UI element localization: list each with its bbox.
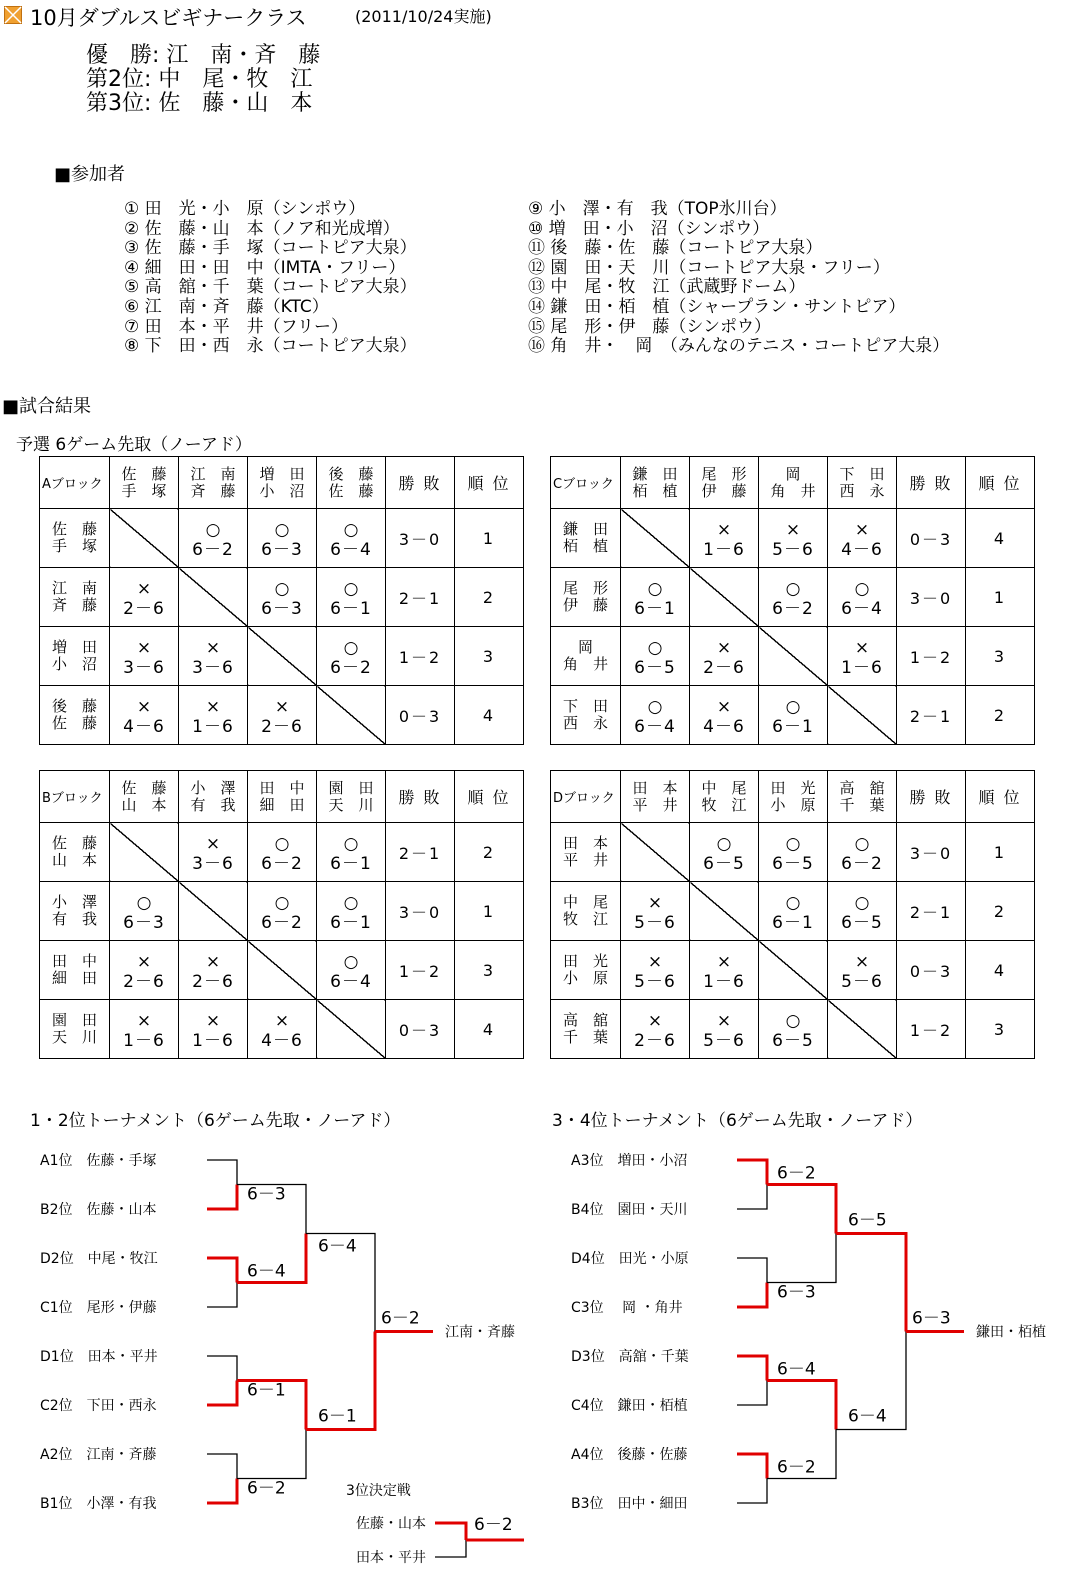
result-score: 6－5 [703,854,745,874]
third-place-title: 3位決定戦 [346,1483,411,1499]
team-player: 牧 江 [701,795,747,814]
team-player: 江 南 [190,464,236,483]
result-score: 6－4 [634,717,676,737]
bracket-line [737,1381,767,1406]
team-player: 田 光 [770,778,816,797]
bracket-entry: D2位 中尾・牧江 [40,1251,158,1267]
round1-score: 6－3 [777,1282,816,1303]
win-loss: 2－1 [386,568,455,627]
team-player: 牧 江 [562,910,608,928]
round2-score: 6－1 [318,1406,357,1427]
rank: 4 [455,1000,524,1059]
winner-rank: 第2位: [86,67,152,92]
result-score: 1－6 [192,1031,234,1051]
result-score: 3－6 [192,658,234,678]
result-score: 5－6 [841,972,883,992]
result-symbol: × [205,697,221,717]
result-score: 3－6 [192,854,234,874]
result-score: 6－5 [772,854,814,874]
team-player: 有 我 [51,910,97,928]
win-loss: 0－3 [386,686,455,745]
result-score: 6－2 [261,913,303,933]
participant-entry: ⑤ 高 舘・千 葉（コートピア大泉） [124,277,417,298]
result-symbol: × [136,697,152,717]
bracket-entry: B4位 園田・天川 [571,1202,688,1218]
result-score: 6－2 [261,854,303,874]
tournament34-title: 3・4位トーナメント（6ゲーム先取・ノーアド） [552,1111,923,1131]
team-player: 後 藤 [328,464,374,483]
bracket-entry: A2位 江南・斉藤 [40,1447,157,1463]
participant-entry: ⑯ 角 井・ 岡 （みんなのテニス・コートピア大泉） [528,336,950,357]
bracket-entry: B3位 田中・細田 [571,1496,688,1512]
participant-entry: ⑬ 中 尾・牧 江（武蔵野ドーム） [528,277,806,298]
win-loss: 0－3 [386,1000,455,1059]
result-symbol: × [136,952,152,972]
result-score: 6－1 [772,717,814,737]
round1-score: 6－4 [247,1261,286,1282]
participant-entry: ⑩ 増 田・小 沼（シンポウ） [528,218,770,239]
win-loss: 2－1 [386,823,455,882]
bracket-line [435,1540,466,1557]
rank: 4 [966,509,1035,568]
bracket-entry: C1位 尾形・伊藤 [40,1300,157,1316]
winner-name: 佐 藤・山 本 [158,91,313,116]
bracket-entry: B2位 佐藤・山本 [40,1202,157,1218]
result-symbol: × [647,1011,663,1031]
rank: 3 [966,627,1035,686]
winner-path [737,1356,767,1381]
win-loss: 2－1 [897,882,966,941]
team-player: 山 本 [121,795,167,814]
bracket-line [207,1160,237,1185]
block-label: Cブロック [551,457,621,509]
result-score: 6－2 [841,854,883,874]
participant-entry: ⑪ 後 藤・佐 藤（コートピア大泉） [528,238,823,259]
result-symbol: × [205,834,221,854]
team-player: 細 田 [259,795,305,814]
third-place-team: 田本・平井 [356,1550,426,1566]
bracket-entry: C2位 下田・西永 [40,1398,157,1414]
result-symbol: × [274,1011,290,1031]
participant-entry: ② 佐 藤・山 本（ノア和光成増） [124,218,400,239]
team-player: 千 葉 [562,1028,608,1046]
team-player: 小 沼 [51,655,97,673]
team-player: 伊 藤 [562,596,608,614]
team-player: 園 田 [51,1011,97,1029]
block-label: Dブロック [551,771,621,823]
bracket-entry: B1位 小澤・有我 [40,1496,157,1512]
team-player: 岡 [785,464,801,483]
result-symbol: ○ [205,520,221,540]
team-player: 小 澤 [51,893,97,911]
result-symbol: ○ [785,893,801,913]
winner-path [767,1185,836,1234]
result-symbol: ○ [854,579,870,599]
result-symbol: × [854,952,870,972]
team-player: 天 川 [328,795,374,814]
team-player: 天 川 [51,1028,97,1046]
results-heading: ■試合結果 [2,396,92,417]
result-symbol: × [205,1011,221,1031]
result-score: 1－6 [192,717,234,737]
team-player: 佐 藤 [121,464,167,483]
result-score: 2－6 [261,717,303,737]
team-player: 増 田 [259,464,305,483]
round2-score: 6－4 [848,1406,887,1427]
winner-path [737,1283,767,1308]
team-player: 小 沼 [259,481,305,500]
team-player: 下 田 [562,697,608,715]
rank: 2 [966,882,1035,941]
result-score: 6－3 [261,599,303,619]
rank: 2 [455,823,524,882]
winner-path [767,1381,836,1430]
rank: 3 [455,627,524,686]
participant-entry: ⑥ 江 南・斉 藤（KTC） [124,296,329,317]
round1-score: 6－2 [777,1163,816,1184]
participant-entry: ① 田 光・小 原（シンポウ） [124,199,366,219]
result-score: 6－4 [330,972,372,992]
rank-header: 順 位 [966,771,1035,823]
rank: 4 [966,941,1035,1000]
team-player: 角 井 [770,481,816,500]
team-player: 尾 形 [701,464,747,483]
result-symbol: ○ [785,1011,801,1031]
team-player: 有 我 [190,795,236,814]
bracket-line [207,1283,237,1308]
result-score: 6－1 [330,854,372,874]
bracket-entry: D1位 田本・平井 [40,1349,158,1365]
prelim-subtitle: 予選 6ゲーム先取（ノーアド） [16,435,252,455]
result-score: 2－6 [123,972,165,992]
result-symbol: × [716,952,732,972]
result-symbol: × [205,638,221,658]
winner-path [207,1185,237,1210]
team-player: 角 井 [562,655,608,673]
team-player: 平 井 [632,795,678,814]
block-label: Aブロック [40,457,110,509]
result-symbol: ○ [274,893,290,913]
third-place-score: 6－2 [474,1515,513,1535]
participants-heading: ■参加者 [54,164,126,185]
result-symbol: ○ [274,520,290,540]
win-loss: 1－2 [897,1000,966,1059]
result-symbol: × [136,1011,152,1031]
result-score: 2－6 [703,658,745,678]
final-score: 6－2 [381,1308,420,1329]
result-symbol: × [136,579,152,599]
rank-header: 順 位 [966,457,1035,509]
result-score: 2－6 [192,972,234,992]
win-loss: 0－3 [897,941,966,1000]
winner-path [737,1160,767,1185]
win-loss: 1－2 [386,627,455,686]
team-player: 高 舘 [839,778,885,797]
team-player: 山 本 [51,851,97,869]
result-symbol: × [274,697,290,717]
result-score: 5－6 [703,1031,745,1051]
result-symbol: ○ [274,834,290,854]
team-player: 後 藤 [51,697,97,715]
bracket-line [737,1185,767,1210]
result-score: 5－6 [634,913,676,933]
result-score: 6－2 [772,599,814,619]
result-symbol: × [716,638,732,658]
result-symbol: ○ [136,893,152,913]
winner-name: 中 尾・牧 江 [158,67,313,92]
result-symbol: × [785,520,801,540]
team-player: 中 尾 [562,893,608,911]
result-score: 5－6 [634,972,676,992]
bracket-entry: A3位 増田・小沼 [571,1153,688,1169]
result-score: 6－2 [330,658,372,678]
winner-path [435,1523,466,1540]
result-symbol: ○ [343,638,359,658]
participant-entry: ⑧ 下 田・西 永（コートピア大泉） [124,336,417,357]
result-symbol: ○ [343,893,359,913]
champion-name: 鎌田・栢植 [976,1324,1046,1341]
win-loss: 3－0 [386,882,455,941]
result-symbol: ○ [343,520,359,540]
rank: 1 [455,882,524,941]
team-player: 増 田 [51,638,97,656]
result-score: 4－6 [123,717,165,737]
result-symbol: × [647,952,663,972]
result-symbol: × [136,638,152,658]
bracket-entry: D3位 高舘・千葉 [571,1349,689,1365]
team-player: 手 塚 [51,537,97,555]
result-score: 1－6 [703,540,745,560]
team-player: 平 井 [562,851,608,869]
team-player: 中 尾 [701,778,747,797]
tournament12-title: 1・2位トーナメント（6ゲーム先取・ノーアド） [30,1111,401,1131]
result-score: 6－3 [261,540,303,560]
team-player: 佐 藤 [51,520,97,538]
wl-header: 勝 敗 [897,457,966,509]
result-symbol: ○ [785,834,801,854]
result-score: 1－6 [123,1031,165,1051]
bracket-entry: C4位 鎌田・栢植 [571,1398,688,1414]
result-score: 6－5 [634,658,676,678]
round1-score: 6－3 [247,1184,286,1205]
team-player: 田 光 [562,952,608,970]
result-score: 2－6 [634,1031,676,1051]
win-loss: 3－0 [386,509,455,568]
team-player: 小 澤 [190,778,236,797]
rank: 3 [966,1000,1035,1059]
participant-entry: ⑦ 田 本・平 井（フリー） [124,316,348,337]
result-score: 4－6 [261,1031,303,1051]
win-loss: 2－1 [897,686,966,745]
win-loss: 1－2 [386,941,455,1000]
bracket-entry: C3位 岡 ・角井 [571,1300,683,1316]
team-player: 高 舘 [562,1011,608,1029]
result-symbol: ○ [647,579,663,599]
winner-path [737,1454,767,1479]
result-score: 6－4 [330,540,372,560]
win-loss: 3－0 [897,823,966,882]
result-score: 3－6 [123,658,165,678]
team-player: 栢 植 [562,537,608,555]
win-loss: 0－3 [897,509,966,568]
rank: 1 [966,568,1035,627]
result-score: 4－6 [703,717,745,737]
result-symbol: ○ [785,697,801,717]
participant-entry: ⑭ 鎌 田・栢 植（シャープラン・サントピア） [528,296,906,317]
result-score: 4－6 [841,540,883,560]
result-symbol: ○ [854,834,870,854]
result-score: 6－4 [841,599,883,619]
wl-header: 勝 敗 [386,457,455,509]
winner-rank: 第3位: [86,91,152,116]
participant-entry: ③ 佐 藤・手 塚（コートピア大泉） [124,238,417,259]
team-player: 栢 植 [632,481,678,500]
bracket-entry: A4位 後藤・佐藤 [571,1447,688,1463]
result-symbol: × [854,638,870,658]
team-player: 西 永 [562,714,608,732]
team-player: 田 中 [51,952,97,970]
bracket-entry: A1位 佐藤・手塚 [40,1153,157,1169]
result-score: 6－3 [123,913,165,933]
winner-name: 江 南・斉 藤 [166,43,321,68]
team-player: 田 中 [259,778,305,797]
team-player: 岡 [577,638,593,656]
team-player: 尾 形 [562,579,608,597]
round1-score: 6－1 [247,1380,286,1401]
result-score: 6－1 [330,913,372,933]
team-player: 小 原 [562,969,608,987]
result-symbol: ○ [785,579,801,599]
event-date: (2011/10/24実施) [355,7,492,26]
winner-rank: 優 勝: [86,43,160,68]
rank: 1 [966,823,1035,882]
winner-path [836,1234,906,1332]
wl-header: 勝 敗 [897,771,966,823]
result-score: 6－2 [192,540,234,560]
result-score: 5－6 [772,540,814,560]
bracket-line [207,1454,237,1479]
win-loss: 3－0 [897,568,966,627]
result-symbol: ○ [647,697,663,717]
team-player: 伊 藤 [701,481,747,500]
team-player: 江 南 [51,579,97,597]
result-score: 6－1 [330,599,372,619]
team-player: 佐 藤 [51,714,97,732]
rank: 4 [455,686,524,745]
participant-entry: ⑫ 園 田・天 川（コートピア大泉・フリー） [528,257,890,278]
bracket-entry: D4位 田光・小原 [571,1251,689,1267]
result-symbol: ○ [343,952,359,972]
round1-score: 6－2 [777,1457,816,1478]
result-score: 6－1 [634,599,676,619]
team-player: 小 原 [770,795,816,814]
team-player: 佐 藤 [51,834,97,852]
rank: 1 [455,509,524,568]
final-score: 6－3 [912,1308,951,1329]
block-label: Bブロック [40,771,110,823]
result-symbol: ○ [647,638,663,658]
rank-header: 順 位 [455,457,524,509]
team-player: 千 葉 [839,795,885,814]
page-title: 10月ダブルスビギナークラス [30,6,307,30]
round1-score: 6－4 [777,1359,816,1380]
result-symbol: × [716,1011,732,1031]
team-player: 田 本 [562,834,608,852]
round2-score: 6－5 [848,1210,887,1231]
wl-header: 勝 敗 [386,771,455,823]
bracket-line [737,1479,767,1504]
team-player: 下 田 [839,464,885,483]
team-player: 佐 藤 [328,481,374,500]
team-player: 斉 藤 [190,481,236,500]
team-player: 西 永 [839,481,885,500]
team-player: 手 塚 [121,481,167,500]
result-symbol: ○ [854,893,870,913]
bracket-line [207,1356,237,1381]
team-player: 細 田 [51,969,97,987]
third-place-team: 佐藤・山本 [356,1516,426,1532]
team-player: 斉 藤 [51,596,97,614]
rank: 2 [455,568,524,627]
result-symbol: × [647,893,663,913]
result-symbol: ○ [716,834,732,854]
result-score: 6－1 [772,913,814,933]
winner-path [207,1258,237,1283]
result-score: 1－6 [703,972,745,992]
participant-entry: ④ 細 田・田 中（IMTA・フリー） [124,257,406,278]
rank-header: 順 位 [455,771,524,823]
result-symbol: × [716,520,732,540]
team-player: 園 田 [328,778,374,797]
team-player: 佐 藤 [121,778,167,797]
win-loss: 1－2 [897,627,966,686]
bracket-line [767,1234,836,1283]
result-score: 1－6 [841,658,883,678]
champion-name: 江南・斉藤 [445,1324,515,1341]
result-symbol: × [854,520,870,540]
participant-entry: ⑮ 尾 形・伊 藤（シンポウ） [528,316,771,337]
winner-path [207,1381,237,1406]
result-symbol: ○ [343,579,359,599]
result-symbol: × [205,952,221,972]
result-score: 6－5 [841,913,883,933]
winner-path [207,1479,237,1504]
bracket-line [237,1430,306,1479]
round1-score: 6－2 [247,1478,286,1499]
participant-entry: ⑨ 小 澤・有 我（TOP氷川台） [528,199,787,219]
result-symbol: ○ [274,579,290,599]
result-symbol: ○ [343,834,359,854]
result-score: 2－6 [123,599,165,619]
rank: 2 [966,686,1035,745]
team-player: 鎌 田 [632,464,678,483]
team-player: 鎌 田 [562,520,608,538]
result-score: 6－5 [772,1031,814,1051]
bracket-line [737,1258,767,1283]
team-player: 田 本 [632,778,678,797]
result-symbol: × [716,697,732,717]
round2-score: 6－4 [318,1236,357,1257]
rank: 3 [455,941,524,1000]
